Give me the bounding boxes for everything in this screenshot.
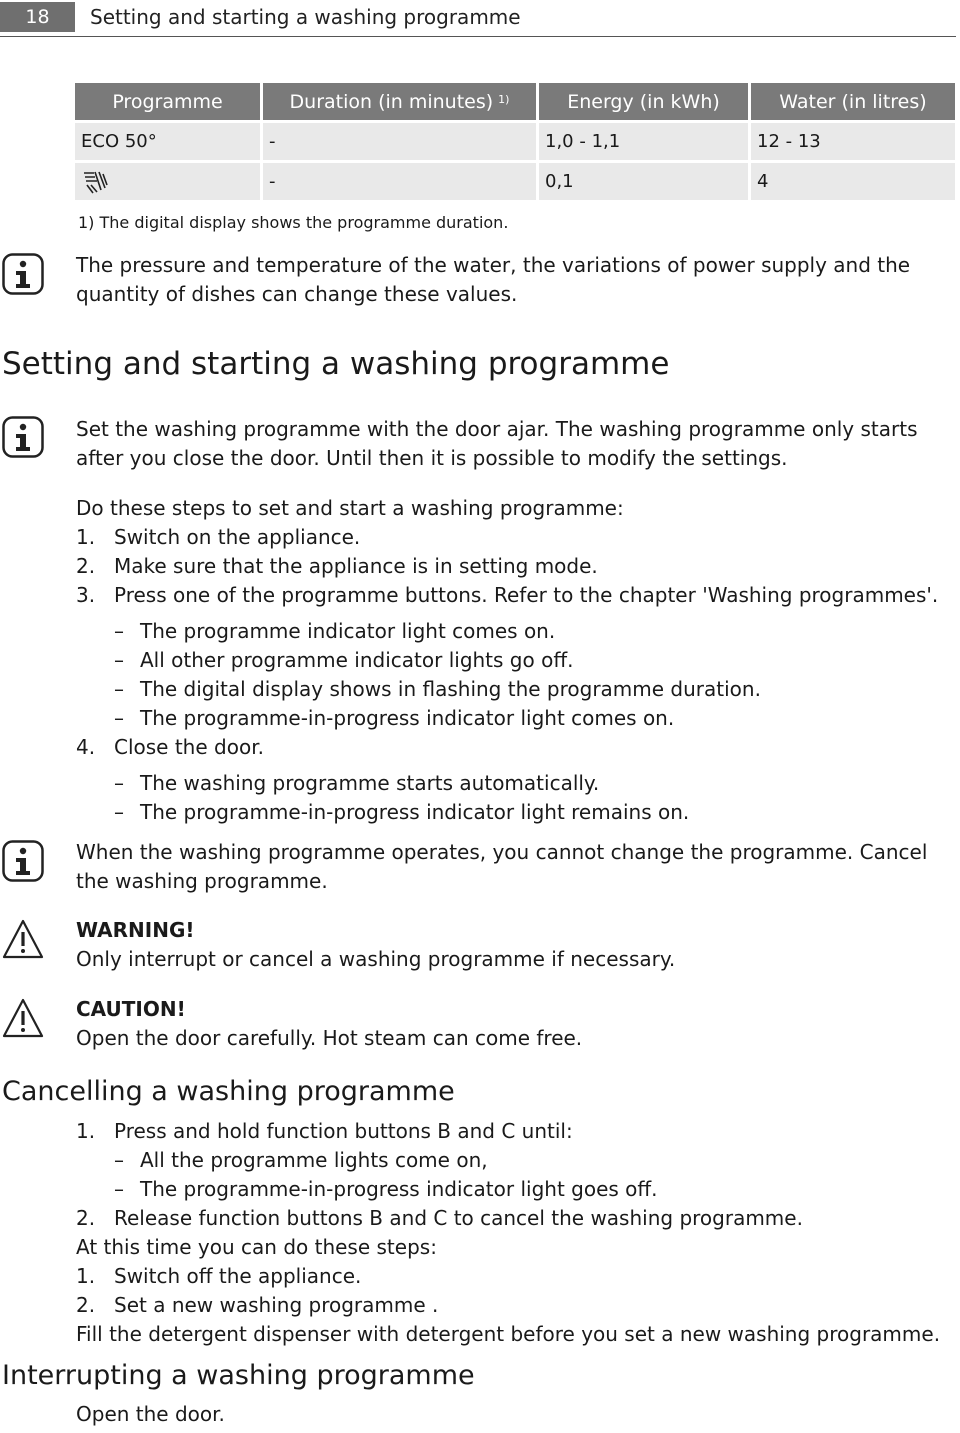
cancel-steps (76, 1117, 960, 1349)
table-row (75, 163, 955, 203)
result-text: The programme-in-progress indicator light remains on. (140, 800, 690, 824)
header-energy: Energy (in kWh) (539, 83, 751, 123)
step-number: 4. (76, 735, 96, 759)
cell-energy: 0,1 (539, 163, 751, 203)
dash-mark: – (114, 677, 124, 701)
rinse-programme-icon (81, 169, 111, 195)
step-number: 2. (76, 1293, 96, 1317)
list-item (76, 675, 960, 704)
step-number: 1. (76, 1119, 96, 1143)
list-item (76, 769, 960, 798)
interrupt-text: Open the door. (76, 1402, 225, 1426)
dash-mark: – (114, 619, 124, 643)
cell-water: 4 (751, 163, 955, 203)
list-item (76, 552, 960, 581)
door-ajar-note: Set the washing programme with the door ajar. The washing programme only starts after you close the door. Until then it is possible to modify the settings. (76, 417, 918, 470)
list-item (76, 1117, 960, 1146)
dash-mark: – (114, 648, 124, 672)
result-text: The programme-in-progress indicator light goes off. (140, 1177, 658, 1201)
step-number: 1. (76, 525, 96, 549)
caution-icon (2, 997, 44, 1039)
info-icon (2, 840, 44, 882)
cell-duration: - (263, 163, 539, 203)
caution-block (76, 995, 960, 1053)
list-item (76, 617, 960, 646)
values-note: The pressure and temperature of the water, the variations of power supply and the quantity of dishes can change these values. (76, 253, 911, 306)
info-icon (2, 416, 44, 458)
cell-energy: 1,0 - 1,1 (539, 123, 751, 163)
then-intro: At this time you can do these steps: (76, 1235, 437, 1259)
cell-programme: ECO 50° (75, 123, 263, 163)
step-number: 3. (76, 583, 96, 607)
info-icon (2, 253, 44, 295)
step-text: Press and hold function buttons B and C until: (114, 1119, 573, 1143)
result-text: All the programme lights come on, (140, 1148, 488, 1172)
header-duration-label: Duration (in minutes) (289, 90, 494, 113)
step-text: Release function buttons B and C to cancel the washing programme. (114, 1206, 803, 1230)
warning-text: Only interrupt or cancel a washing programme if necessary. (76, 947, 676, 971)
detergent-note: Fill the detergent dispenser with detergent before you set a new washing programme. (76, 1322, 941, 1346)
cell-programme (75, 163, 263, 203)
list-item (76, 1146, 960, 1175)
result-text: The digital display shows in flashing the programme duration. (140, 677, 761, 701)
warning-icon (2, 918, 44, 960)
step-text: Set a new washing programme . (114, 1293, 439, 1317)
list-item (76, 646, 960, 675)
header-programme: Programme (75, 83, 263, 123)
list-item (76, 523, 960, 552)
operate-note: When the washing programme operates, you cannot change the programme. Cancel the washing programme. (76, 840, 928, 893)
header-duration (263, 83, 539, 123)
result-text: The washing programme starts automatically. (140, 771, 600, 795)
list-item (76, 733, 960, 762)
dash-mark: – (114, 1148, 124, 1172)
header-water: Water (in litres) (751, 83, 955, 123)
programme-values-table (75, 83, 955, 203)
header-title: Setting and starting a washing programme (90, 5, 521, 29)
list-item (76, 581, 960, 610)
list-item (76, 1291, 960, 1320)
step-text: Close the door. (114, 735, 264, 759)
section-title-interrupt: Interrupting a washing programme (2, 1360, 475, 1391)
list-item (76, 704, 960, 733)
section-title-setting: Setting and starting a washing programme (2, 346, 670, 382)
step-text: Press one of the programme buttons. Refer to the chapter 'Washing programmes'. (114, 583, 939, 607)
dash-mark: – (114, 706, 124, 730)
step-text: Switch on the appliance. (114, 525, 361, 549)
result-text: The programme-in-progress indicator light comes on. (140, 706, 675, 730)
warning-title: WARNING! (76, 918, 195, 942)
steps-intro: Do these steps to set and start a washing programme: (76, 496, 624, 520)
cell-duration: - (263, 123, 539, 163)
list-item (76, 798, 960, 827)
list-item (76, 1204, 960, 1233)
dash-mark: – (114, 771, 124, 795)
result-text: The programme indicator light comes on. (140, 619, 556, 643)
table-footnote: 1) The digital display shows the programme duration. (78, 213, 509, 232)
caution-text: Open the door carefully. Hot steam can come free. (76, 1026, 583, 1050)
step-number: 1. (76, 1264, 96, 1288)
footnote-marker: 1) (498, 93, 510, 106)
list-item (76, 1262, 960, 1291)
header-divider (0, 36, 956, 37)
warning-block (76, 916, 960, 974)
table-row (75, 123, 955, 163)
section-title-cancel: Cancelling a washing programme (2, 1076, 455, 1107)
step-text: Switch off the appliance. (114, 1264, 362, 1288)
page-number: 18 (0, 2, 75, 32)
dash-mark: – (114, 1177, 124, 1201)
step-number: 2. (76, 554, 96, 578)
cell-water: 12 - 13 (751, 123, 955, 163)
step-text: Make sure that the appliance is in setting mode. (114, 554, 598, 578)
result-text: All other programme indicator lights go off. (140, 648, 574, 672)
caution-title: CAUTION! (76, 997, 186, 1021)
step-number: 2. (76, 1206, 96, 1230)
table-header-row (75, 83, 955, 123)
list-item (76, 1175, 960, 1204)
steps-block (76, 494, 960, 827)
dash-mark: – (114, 800, 124, 824)
